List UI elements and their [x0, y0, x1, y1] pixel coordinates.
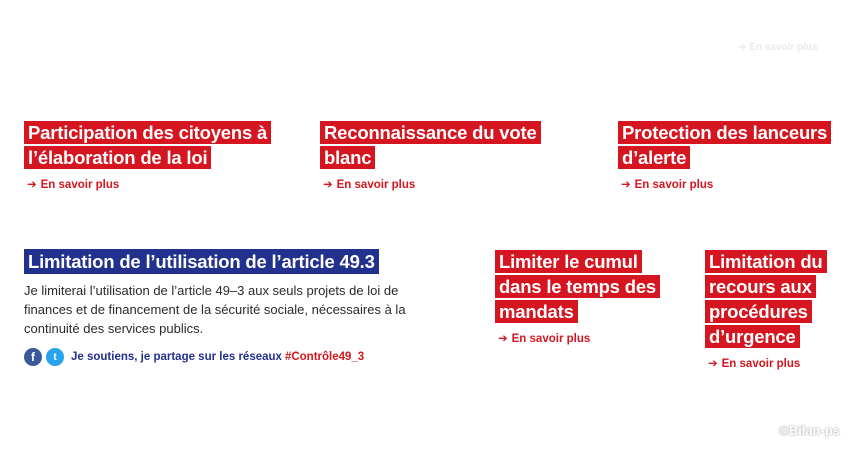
- facebook-icon[interactable]: f: [24, 348, 42, 366]
- share-text: Je soutiens, je partage sur les réseaux: [71, 351, 282, 363]
- card-title: Limiter le cumul dans le temps des mandats: [495, 250, 660, 323]
- more-label: En savoir plus: [40, 179, 120, 191]
- card-whistleblower-protection: [618, 120, 838, 191]
- watermark: ©Bilan-ps: [779, 423, 840, 438]
- card-citizen-participation: [24, 120, 289, 191]
- card-urgent-procedures: [705, 249, 835, 370]
- twitter-icon[interactable]: t: [46, 348, 64, 366]
- more-link[interactable]: [708, 356, 835, 370]
- arrow-right-icon: ➔: [498, 333, 508, 345]
- more-label: En savoir plus: [634, 179, 714, 191]
- hashtag-link[interactable]: #Contrôle49_3: [284, 351, 365, 363]
- arrow-right-icon: ➔: [27, 179, 37, 191]
- feature-title: Limitation de l’utilisation de l’article 49.3: [24, 249, 379, 274]
- card-limit-mandates: [495, 249, 665, 345]
- card-title: Limitation du recours aux procédures d’urgence: [705, 250, 827, 348]
- faded-more-label: En savoir plus: [749, 42, 818, 53]
- card-blank-vote: [320, 120, 550, 191]
- faded-more-link[interactable]: ➔ En savoir plus: [738, 42, 818, 53]
- card-title: Participation des citoyens à l’élaboration de la loi: [24, 121, 271, 169]
- arrow-right-icon: ➔: [323, 179, 333, 191]
- feature-description: Je limiterai l’utilisation de l’article 49–3 aux seuls projets de loi de finances et de financement de la sécurité sociale, nécessaires à la continuité des services publics.: [24, 283, 406, 336]
- more-link[interactable]: [498, 331, 665, 345]
- more-label: En savoir plus: [721, 358, 801, 370]
- card-title: Reconnaissance du vote blanc: [320, 121, 541, 169]
- more-label: En savoir plus: [336, 179, 416, 191]
- arrow-right-icon: ➔: [621, 179, 631, 191]
- more-link[interactable]: [323, 177, 550, 191]
- feature-article-49-3: [24, 249, 444, 366]
- more-link[interactable]: [27, 177, 289, 191]
- card-title: Protection des lanceurs d’alerte: [618, 121, 831, 169]
- share-row: [24, 348, 444, 366]
- more-label: En savoir plus: [511, 333, 591, 345]
- arrow-right-icon: ➔: [708, 358, 718, 370]
- more-link[interactable]: [621, 177, 838, 191]
